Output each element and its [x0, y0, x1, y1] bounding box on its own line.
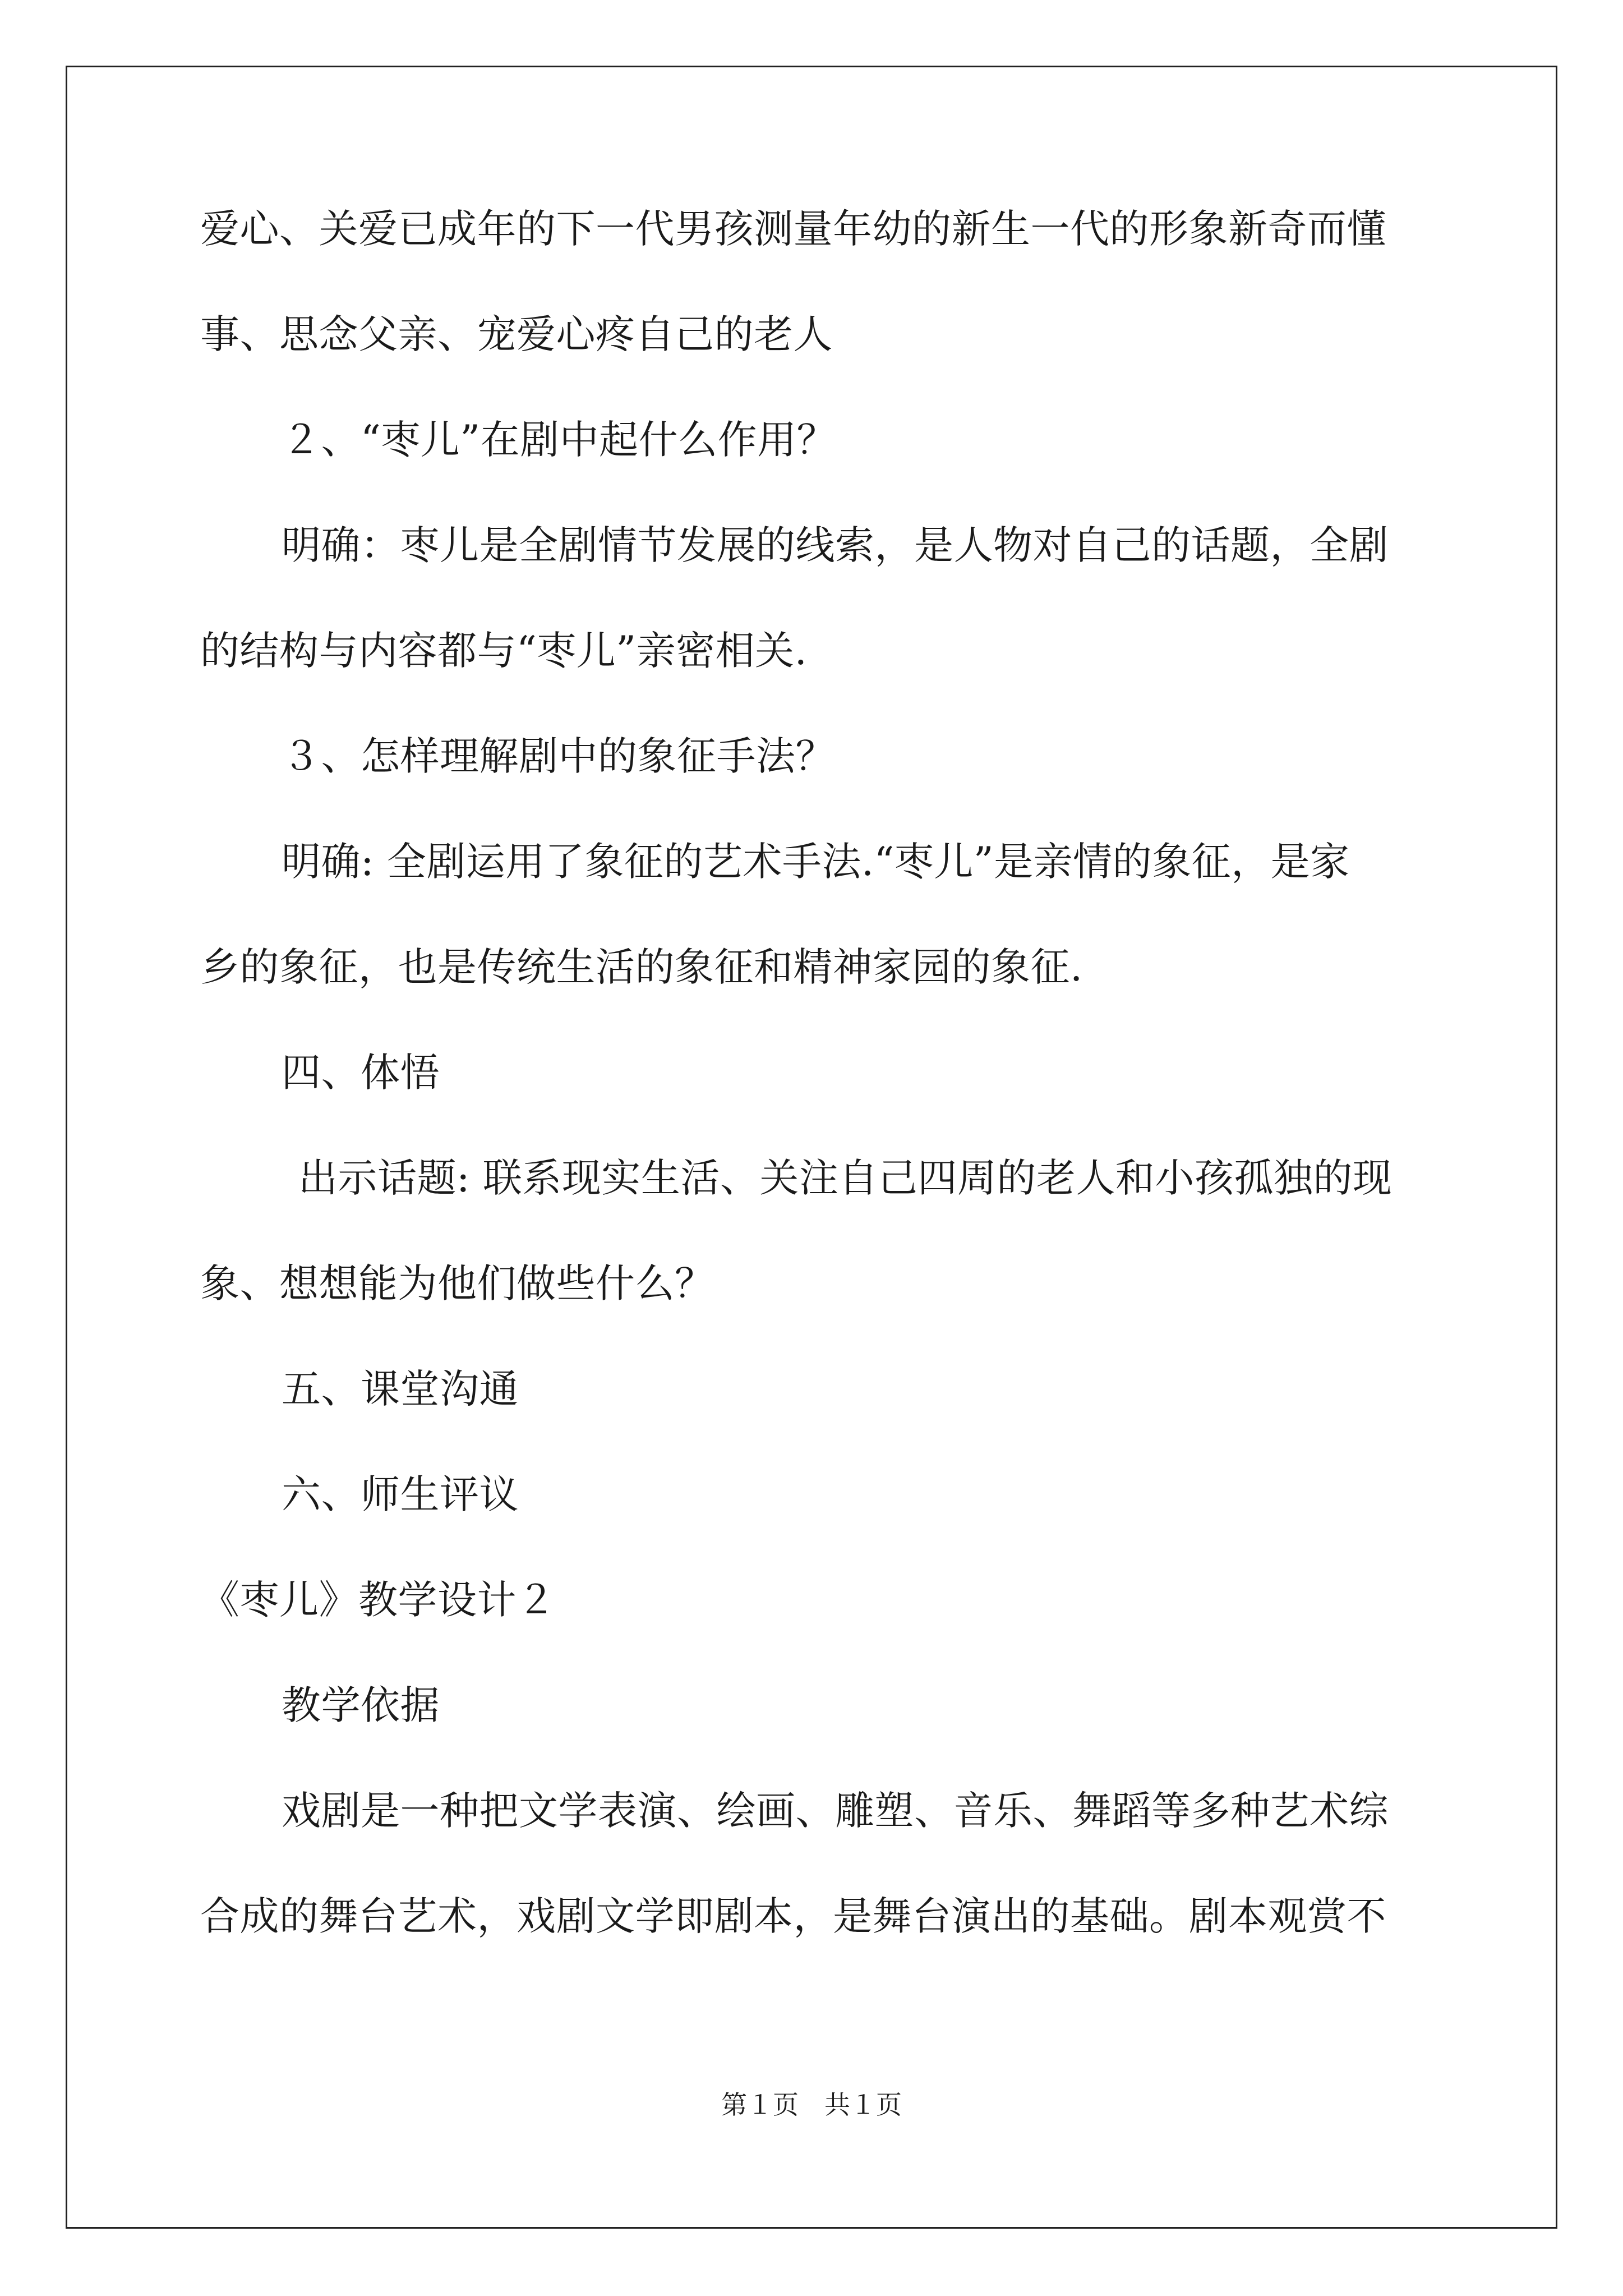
- text-line-2: 事、思念父亲、宠爱心疼自己的老人: [200, 311, 833, 357]
- text-line-12: 五、课堂沟通: [282, 1366, 519, 1412]
- text-line-6: ３、怎样理解剧中的象征手法？: [282, 733, 835, 779]
- text-line-1: 爱心、关爱已成年的下一代男孩测量年幼的新生一代的形象新奇而懂: [200, 206, 1386, 252]
- text-line-4: 明确：枣儿是全剧情节发展的线索，是人物对自己的话题，全剧: [282, 522, 1389, 568]
- page-number-footer: 第１页 共１页: [721, 2090, 902, 2120]
- text-line-7: 明确: 全剧运用了象征的艺术手法.“枣儿”是亲情的象征，是家: [282, 839, 1350, 885]
- section-title: 《枣儿》教学设计２: [200, 1577, 556, 1623]
- text-line-10: 出示话题: 联系现实生活、关注自己四周的老人和小孩孤独的现: [298, 1155, 1393, 1201]
- text-line-13: 六、师生评议: [282, 1471, 519, 1517]
- text-line-9: 四、体悟: [282, 1050, 440, 1096]
- text-line-3: ２、“枣儿”在剧中起什么作用？: [282, 417, 837, 463]
- text-line-8: 乡的象征，也是传统生活的象征和精神家园的象征.: [200, 944, 1083, 990]
- text-line-15: 教学依据: [282, 1682, 440, 1728]
- text-line-17: 合成的舞台艺术，戏剧文学即剧本，是舞台演出的基础。剧本观赏不: [200, 1893, 1386, 1939]
- text-line-16: 戏剧是一种把文学表演、绘画、雕塑、音乐、舞蹈等多种艺术综: [282, 1788, 1389, 1834]
- text-line-5: 的结构与内容都与“枣儿”亲密相关.: [200, 628, 808, 674]
- text-line-11: 象、想想能为他们做些什么？: [200, 1260, 714, 1306]
